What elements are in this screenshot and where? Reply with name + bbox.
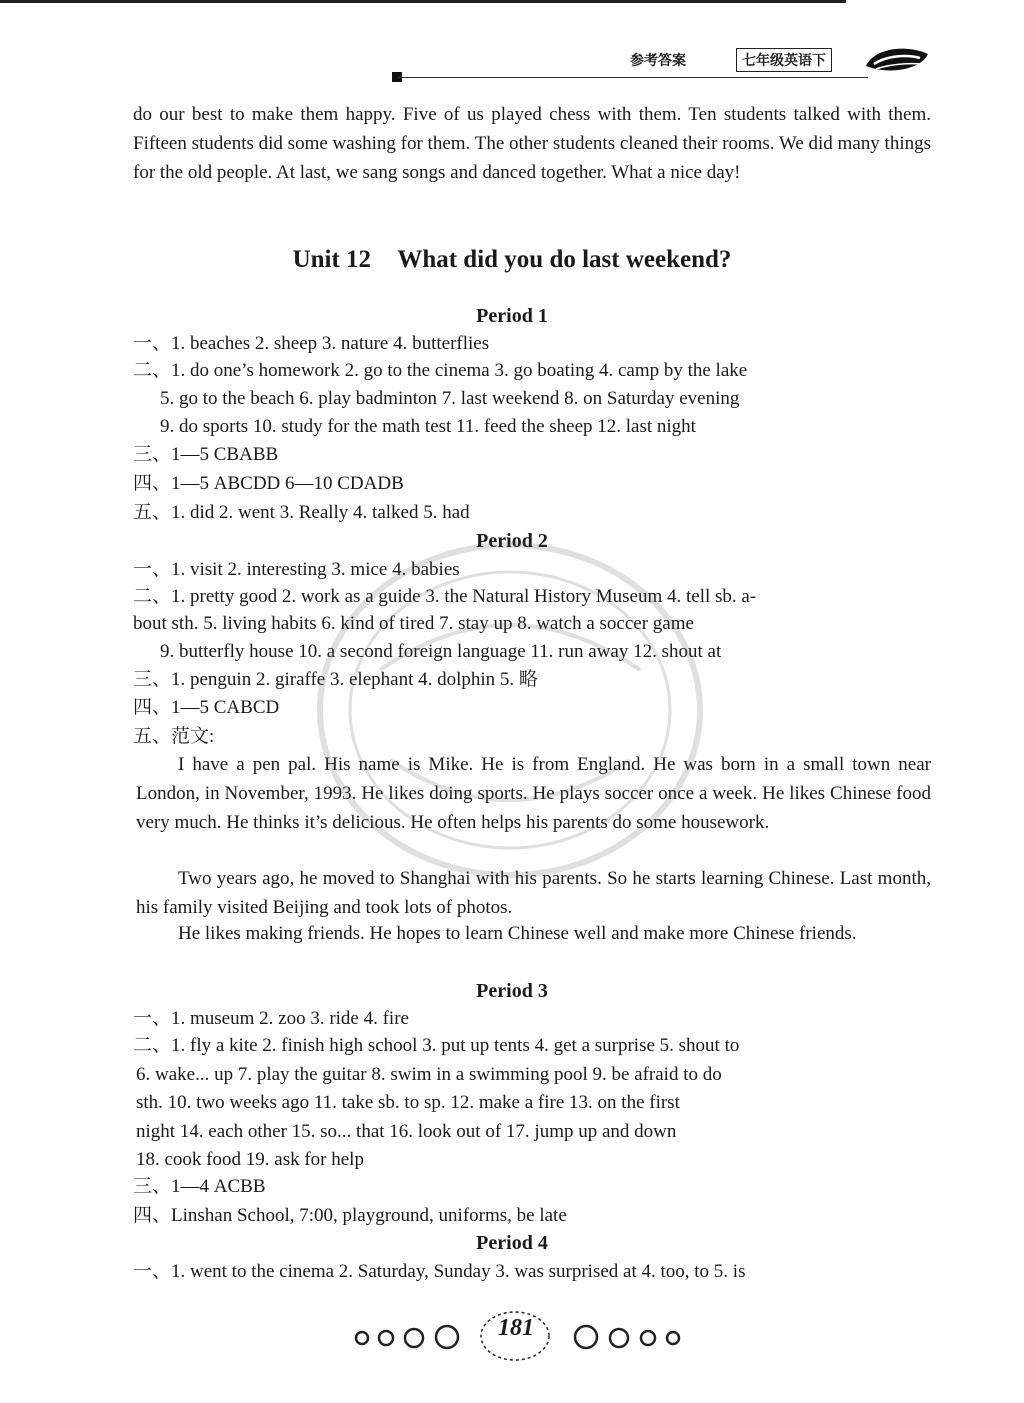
header-swoosh-icon bbox=[862, 42, 932, 78]
unit-title bbox=[0, 246, 1024, 274]
p3-line-5: night 14. each other 15. so... that 16. look out of 17. jump up and down bbox=[136, 1121, 677, 1142]
p2-line-3: bout sth. 5. living habits 6. kind of tired 7. stay up 8. watch a soccer game bbox=[133, 613, 694, 634]
p1-line-1: 一、1. beaches 2. sheep 3. nature 4. butterflies bbox=[133, 333, 490, 354]
p3-line-3: 6. wake... up 7. play the guitar 8. swim in a swimming pool 9. be afraid to do bbox=[136, 1064, 722, 1085]
p3-line-6: 18. cook food 19. ask for help bbox=[136, 1149, 364, 1170]
p3-line-1: 一、1. museum 2. zoo 3. ride 4. fire bbox=[133, 1008, 409, 1029]
p2-line-2: 二、1. pretty good 2. work as a guide 3. the Natural History Museum 4. tell sb. a- bbox=[133, 586, 757, 607]
top-rule bbox=[0, 0, 846, 3]
p1-line-4: 9. do sports 10. study for the math test 11. feed the sheep 12. last night bbox=[160, 416, 696, 437]
period-1-title: Period 1 bbox=[476, 305, 548, 327]
p1-line-3: 5. go to the beach 6. play badminton 7. last weekend 8. on Saturday evening bbox=[160, 388, 740, 409]
essay-paragraph-2: Two years ago, he moved to Shanghai with his parents. So he starts learning Chinese. Last month, his family visited Beijing and took lots of photos. bbox=[136, 868, 931, 918]
p2-line-4: 9. butterfly house 10. a second foreign language 11. run away 12. shout at bbox=[160, 641, 722, 662]
unit-number: Unit 12 bbox=[292, 246, 372, 273]
p1-line-2: 二、1. do one’s homework 2. go to the cinema 3. go boating 4. camp by the lake bbox=[133, 360, 748, 381]
page-number: 181 bbox=[498, 1315, 534, 1341]
p2-line-5: 三、1. penguin 2. giraffe 3. elephant 4. dolphin 5. 略 bbox=[133, 669, 538, 690]
essay-paragraph-1: I have a pen pal. His name is Mike. He is from England. He was born in a small town near London, in November, 1993. He likes doing sports. He plays soccer once a week. He likes Chinese food very much. He thinks it’s delicious. He often helps his parents do some housework. bbox=[136, 754, 931, 833]
p1-line-6: 四、1—5 ABCDD 6—10 CDADB bbox=[133, 473, 404, 494]
p3-line-4: sth. 10. two weeks ago 11. take sb. to sp. 12. make a fire 13. on the first bbox=[136, 1092, 680, 1113]
p3-line-7: 三、1—4 ACBB bbox=[133, 1176, 266, 1197]
unit-name: What did you do last weekend? bbox=[397, 246, 732, 273]
header-rule bbox=[398, 77, 868, 78]
period-4-title: Period 4 bbox=[476, 1232, 548, 1254]
period-2-title: Period 2 bbox=[476, 530, 548, 552]
p1-line-7: 五、1. did 2. went 3. Really 4. talked 5. had bbox=[133, 502, 470, 523]
p3-line-8: 四、Linshan School, 7:00, playground, uniforms, be late bbox=[133, 1205, 567, 1226]
p2-line-1: 一、1. visit 2. interesting 3. mice 4. babies bbox=[133, 559, 460, 580]
header-label: 参考答案 bbox=[630, 53, 686, 69]
grade-box: 七年级英语下 bbox=[736, 48, 832, 72]
essay-paragraph-3: He likes making friends. He hopes to learn Chinese well and make more Chinese friends. bbox=[178, 923, 857, 944]
p3-line-2: 二、1. fly a kite 2. finish high school 3. put up tents 4. get a surprise 5. shout to bbox=[133, 1035, 740, 1056]
p4-line-1: 一、1. went to the cinema 2. Saturday, Sunday 3. was surprised at 4. too, to 5. is bbox=[133, 1261, 746, 1282]
p2-line-6: 四、1—5 CABCD bbox=[133, 697, 280, 718]
period-3-title: Period 3 bbox=[476, 980, 548, 1002]
p2-line-7: 五、范文: bbox=[133, 726, 215, 747]
p1-line-5: 三、1—5 CBABB bbox=[133, 444, 279, 465]
intro-paragraph: do our best to make them happy. Five of us played chess with them. Ten students talked with them. Fifteen students did some washing for them. The other students cleaned their rooms. We did many things for the old people. At last, we sang songs and danced together. What a nice day! bbox=[133, 104, 931, 183]
